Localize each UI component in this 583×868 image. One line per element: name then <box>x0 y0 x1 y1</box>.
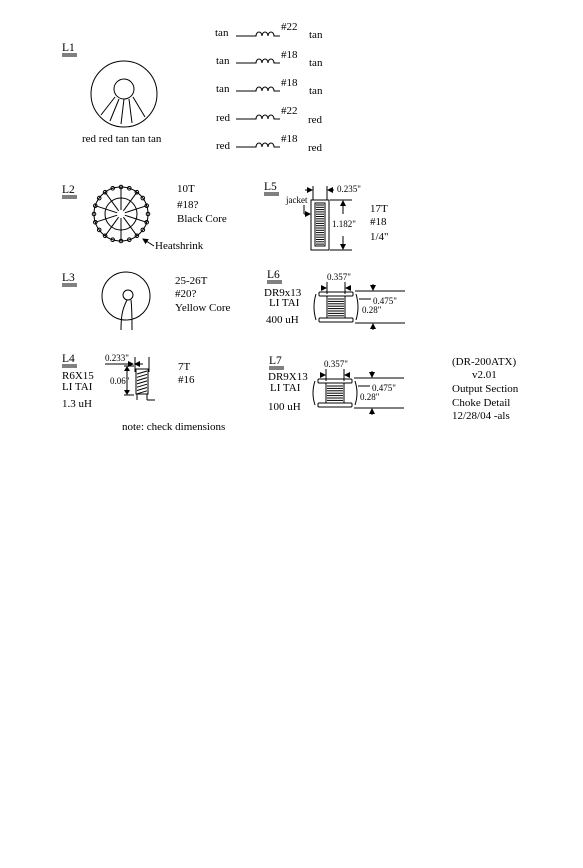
svg-text:tan: tan <box>216 55 230 67</box>
l2-label: L2 <box>62 184 75 196</box>
svg-text:#18: #18 <box>281 49 298 61</box>
l2-spec-turns: 10T <box>177 183 195 195</box>
svg-text:tan: tan <box>309 57 323 69</box>
l1-winding-row <box>215 21 323 41</box>
l2-spec-core: Black Core <box>177 213 227 225</box>
l3-label: L3 <box>62 272 75 284</box>
l3-toroid <box>102 272 150 330</box>
l5-spec-turns: 17T <box>370 203 388 215</box>
l4-height-dim: 0.06" <box>110 376 130 386</box>
l2-section <box>62 183 227 252</box>
l1-winding-row <box>216 105 323 126</box>
l4-label: L4 <box>62 353 75 365</box>
l5-label: L5 <box>264 181 277 193</box>
l7-label: L7 <box>269 355 282 367</box>
l5-coil-drawing <box>285 184 361 250</box>
l1-winding-row <box>216 133 323 154</box>
l1-wire-colors: red red tan tan tan <box>82 133 162 145</box>
l1-winding-list <box>215 21 323 154</box>
l5-spec-size: 1/4" <box>370 231 389 243</box>
svg-text:red: red <box>216 112 231 124</box>
l1-winding-row <box>216 49 323 69</box>
title-date: 12/28/04 -als <box>452 410 510 422</box>
l1-toroid <box>91 61 157 127</box>
l7-dim-right: 0.475" <box>372 383 396 393</box>
l4-value: 1.3 uH <box>62 398 92 410</box>
svg-text:#22: #22 <box>281 105 298 117</box>
l6-section <box>264 269 405 330</box>
l1-winding-row <box>216 77 323 97</box>
l2-toroid <box>92 185 150 243</box>
l4-part: R6X15 <box>62 370 94 382</box>
l6-label: L6 <box>267 269 280 281</box>
l7-section <box>268 355 404 415</box>
title-section: Output Section <box>452 383 519 395</box>
l4-spec-gauge: #16 <box>178 374 195 386</box>
l6-part: DR9x13 <box>264 287 302 299</box>
l5-section <box>264 181 389 250</box>
l5-length-dim: 1.182" <box>332 219 356 229</box>
l5-spec-gauge: #18 <box>370 216 387 228</box>
l7-part: DR9X13 <box>268 371 308 383</box>
l4-coil-turns <box>137 371 147 394</box>
svg-text:#18: #18 <box>281 77 298 89</box>
svg-text:red: red <box>308 142 323 154</box>
l6-dim-low: 0.28" <box>362 305 382 315</box>
l4-section <box>62 353 195 410</box>
note-text: note: check dimensions <box>122 421 226 433</box>
title-block <box>452 356 519 422</box>
l4-coil-drawing <box>105 353 155 400</box>
l3-section <box>62 272 231 330</box>
l5-width-dim: 0.235" <box>337 184 361 194</box>
l2-spec-gauge: #18? <box>177 199 199 211</box>
l1-label: L1 <box>62 42 75 54</box>
title-model: (DR-200ATX) <box>452 356 517 368</box>
l4-spec-turns: 7T <box>178 361 191 373</box>
svg-text:tan: tan <box>309 85 323 97</box>
l3-spec-gauge: #20? <box>175 288 197 300</box>
svg-text:red: red <box>308 114 323 126</box>
l6-vendor: LI TAI <box>269 297 300 309</box>
svg-text:tan: tan <box>215 27 229 39</box>
l6-dim-right: 0.475" <box>373 296 397 306</box>
svg-text:#22: #22 <box>281 21 298 33</box>
l4-width-dim: 0.233" <box>105 353 129 363</box>
l3-spec-turns: 25-26T <box>175 275 208 287</box>
l2-turn-lines <box>95 187 146 241</box>
svg-text:#18: #18 <box>281 133 298 145</box>
svg-text:red: red <box>216 140 231 152</box>
l1-section <box>62 21 323 154</box>
l5-coil-turns <box>316 205 324 244</box>
svg-text:tan: tan <box>216 83 230 95</box>
l7-value: 100 uH <box>268 401 301 413</box>
l5-jacket-label: jacket <box>286 195 308 205</box>
title-version: v2.01 <box>472 369 497 381</box>
l6-dim-top: 0.357" <box>327 272 351 282</box>
l4-vendor: LI TAI <box>62 381 93 393</box>
l6-drum-core <box>314 282 405 330</box>
l7-dim-top: 0.357" <box>324 359 348 369</box>
l7-dim-low: 0.28" <box>360 392 380 402</box>
l7-vendor: LI TAI <box>270 382 301 394</box>
svg-text:tan: tan <box>309 29 323 41</box>
l6-value: 400 uH <box>266 314 299 326</box>
l3-spec-core: Yellow Core <box>175 302 231 314</box>
title-detail: Choke Detail <box>452 397 511 409</box>
l2-heatshrink-callout: Heatshrink <box>155 240 204 252</box>
